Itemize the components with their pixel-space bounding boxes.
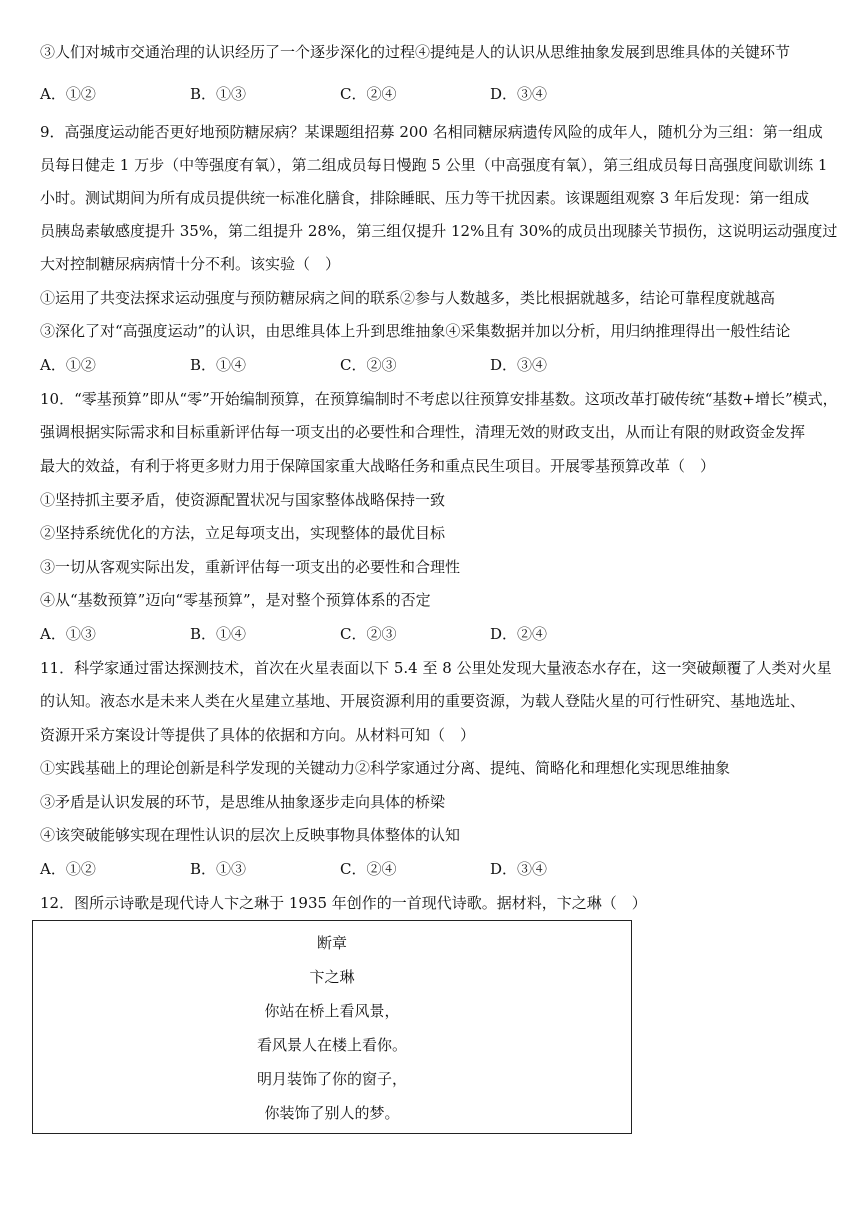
q10-stem-line: 10．“零基预算”即从“零”开始编制预算，在预算编制时不考虑以往预算安排基数。这项改革打破传统“基数+增长”模式， <box>40 390 838 408</box>
q11-option-a: A．①② <box>40 860 96 878</box>
q10-statement: ①坚持抓主要矛盾，使资源配置状况与国家整体战略保持一致 <box>40 491 446 509</box>
q11-stem-line: 资源开采方案设计等提供了具体的依据和方向。从材料可知（ ） <box>40 726 476 744</box>
q9-option-c: C．②③ <box>340 356 397 374</box>
q10-stem-line: 强调根据实际需求和目标重新评估每一项支出的必要性和合理性，清理无效的财政支出，从而让有限的财政资金发挥 <box>40 423 806 441</box>
q9-statement-3-4: ③深化了对“高强度运动”的认识，由思维具体上升到思维抽象④采集数据并加以分析，用归纳推理得出一般性结论 <box>40 322 791 340</box>
q10-statement: ④从“基数预算”迈向“零基预算”，是对整个预算体系的否定 <box>40 591 431 609</box>
q11-option-d: D．③④ <box>490 860 548 878</box>
q9-statement-1-2: ①运用了共变法探求运动强度与预防糖尿病之间的联系②参与人数越多，类比根据就越多，结论可靠程度就越高 <box>40 289 776 307</box>
q10-option-a: A．①③ <box>40 625 96 643</box>
q11-statement: ①实践基础上的理论创新是科学发现的关键动力②科学家通过分离、提纯、简略化和理想化实现思维抽象 <box>40 759 731 777</box>
q9-stem-line: 9．高强度运动能否更好地预防糖尿病？某课题组招募 200 名相同糖尿病遗传风险的成年人，随机分为三组：第一组成 <box>40 123 823 141</box>
q9-option-b: B．①④ <box>190 356 247 374</box>
q10-stem-line: 最大的效益，有利于将更多财力用于保障国家重大战略任务和重点民生项目。开展零基预算改革（ ） <box>40 457 716 475</box>
poem-author: 卞之琳 <box>309 968 355 986</box>
poem-title: 断章 <box>316 934 347 952</box>
poem-line: 你站在桥上看风景， <box>264 1002 400 1020</box>
q10-statement: ③一切从客观实际出发，重新评估每一项支出的必要性和合理性 <box>40 558 461 576</box>
q10-option-b: B．①④ <box>190 625 247 643</box>
q12-stem: 12．图所示诗歌是现代诗人卞之琳于 1935 年创作的一首现代诗歌。据材料，卞之琳（ ） <box>40 894 647 912</box>
q9-option-d: D．③④ <box>490 356 548 374</box>
q9-stem-line: 员胰岛素敏感度提升 35%，第二组提升 28%，第三组仅提升 12%且有 30%的成员出现膝关节损伤，这说明运动强度过 <box>40 222 838 240</box>
q11-option-c: C．②④ <box>340 860 397 878</box>
q11-stem-line: 11．科学家通过雷达探测技术，首次在火星表面以下 5.4 至 8 公里处发现大量液态水存在，这一突破颠覆了人类对火星 <box>40 659 832 677</box>
poem-line: 明月装饰了你的窗子， <box>256 1070 407 1088</box>
q9-option-a: A．①② <box>40 356 96 374</box>
q11-option-b: B．①③ <box>190 860 247 878</box>
q8-option-d: D．③④ <box>490 85 548 103</box>
q10-option-c: C．②③ <box>340 625 397 643</box>
q8-option-a: A．①② <box>40 85 96 103</box>
poem-line: 看风景人在楼上看你。 <box>256 1036 407 1054</box>
q8-option-b: B．①③ <box>190 85 247 103</box>
q8-statement-3-4: ③人们对城市交通治理的认识经历了一个逐步深化的过程④提纯是人的认识从思维抽象发展到思维具体的关键环节 <box>40 43 791 61</box>
q9-stem-line: 小时。测试期间为所有成员提供统一标准化膳食，排除睡眠、压力等干扰因素。该课题组观察 3 年后发现：第一组成 <box>40 189 810 207</box>
q9-stem-line: 大对控制糖尿病病情十分不利。该实验（ ） <box>40 255 341 273</box>
q10-option-d: D．②④ <box>490 625 548 643</box>
q10-statement: ②坚持系统优化的方法，立足每项支出，实现整体的最优目标 <box>40 524 446 542</box>
q8-option-c: C．②④ <box>340 85 397 103</box>
poem-line: 你装饰了别人的梦。 <box>264 1104 400 1122</box>
q11-stem-line: 的认知。液态水是未来人类在火星建立基地、开展资源利用的重要资源，为载人登陆火星的可行性研究、基地选址、 <box>40 692 806 710</box>
q11-statement: ③矛盾是认识发展的环节，是思维从抽象逐步走向具体的桥梁 <box>40 793 446 811</box>
poem-box <box>32 920 632 1134</box>
q11-statement: ④该突破能够实现在理性认识的层次上反映事物具体整体的认知 <box>40 826 461 844</box>
q9-stem-line: 员每日健走 1 万步（中等强度有氧），第二组成员每日慢跑 5 公里（中高强度有氧），第三组成员每日高强度间歇训练 1 <box>40 156 828 174</box>
